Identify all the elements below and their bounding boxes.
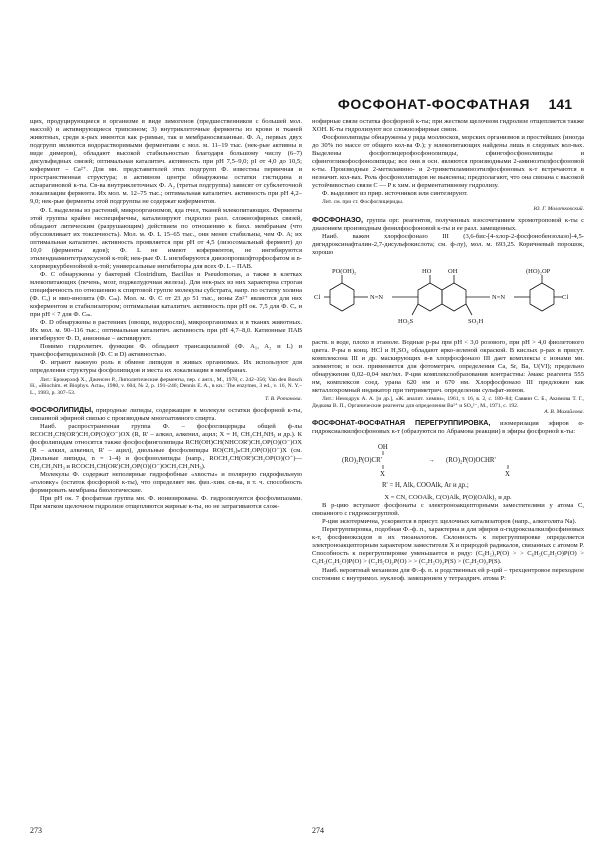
running-header <box>30 96 572 116</box>
structural-formula <box>312 263 584 335</box>
entry-phosphonazo <box>312 216 584 233</box>
entry-lead: изомеризация эфиров α-гидроксиалкилфосфоновых к-т (образуются по Абрамова реакции) в эфиры фосфорной к-ты: <box>312 420 584 436</box>
chlorine-left-label: Cl <box>314 293 321 301</box>
reaction-arrow: → <box>428 457 435 465</box>
paragraph: При pH ок. 7 фосфатная группа мн. Ф. ионизирована. Ф. гидролизуются фосфолипазами. При мягком щелочном гидролизе отщепляются жирные к-ты, но не затрагиваются слож- <box>30 495 302 511</box>
entry-headword: ФОСФОЛИПИДЫ, <box>30 404 94 414</box>
entry-headword: ФОСФОНАТ-ФОСФАТНАЯ ПЕРЕГРУППИРОВКА, <box>312 418 491 427</box>
entry-headword: ФОСФОНАЗО, <box>312 214 364 224</box>
paragraph: раств. в воде, плохо в этаноле. Водные р-ры при pH < 3,0 розового, при pH > 4,0 фиолетового цвета. Р-ры в конц. HCl и H₂SO₄ обладают ярко-зеленой окраской. В кислых р-рах в присут. комплексона III и др. маскирующих в-в хлорфосфоназо III дает комплексы с ионами мн. элементов; в осн. применяется для фотометрич. определения Ca, Sr, Ba, U(VI); предельно обнаружения 0,02–0,04 мкг/мл. Р-ция комплексообразования контрастны: λмакс реагента 555 нм, комплексов соед. урана 620 нм и 670 нм. Хлорфосфоназо III предложен как металлохромный индикатор при титриметрич. определении сульфат-ионов. <box>312 338 584 395</box>
hydroxy-label-2: OH <box>448 267 458 275</box>
reference-text: Лит.: Немодрук А. А. [и др.], «Ж. аналит. химии», 1961, т. 16, в. 2, с. 180–84; Саввин С. Б., Акимова Т. Г., Дедкова В. П., Органические реагенты для определения Ba²⁺ и SO₄²⁻, М., 1971, с. 192. <box>312 396 584 409</box>
substituent-x-left: X <box>380 471 385 479</box>
reference-text: Лит.: Брокерхоф Х., Дженсен Р., Липолитические ферменты, пер. с англ., М., 1978, с. 242–356; Van den Bosch H., «Biochim. et Biophys. Acta», 1980, v. 604, № 2, p. 191–246; Dennis E. A., в кн.: The enzymes, 3 ed., v. 16, N. Y.– L., 1983, p. 307–53. <box>30 376 302 396</box>
paragraph: Наиб. распространенная группа Ф. – фосфоглицериды общей ф-лы RCOCH₂CH(OR')CH₂OP(O)(O⁻)OX (R, R' – алкил, алкенил, ацил; X = H, CH₂CH₂NH₃ и др.). К фосфолипидам относятся также фосфосфинголипиды RCH(OH)CH(NHCOR')CH₂OP(O)(O⁻)OX (R – алкил, алкенил, R' – ацил), диольные фосфолипиды RO(CH₂)ₙCH₂OP(O)(O⁻)X (см. Диольные липиды, n = 1–4) и фосфонолипиды (напр., ROCH₂CH(OR')CH₂OP(O)(O⁻)—CH₂CH₂NH₃ и RCOCH₂CH(OR')CH₂OP(O)(O⁻)OCH₂CH₂NH₃). <box>30 422 302 471</box>
left-column <box>30 118 302 818</box>
benzene-ring-left <box>330 283 354 311</box>
substituent-x-right: X <box>505 471 510 479</box>
paragraph: В р-цию вступают фосфонаты с электроноакцепторными заместителями у атома C, связанного с гидроксигруппой. <box>312 502 584 518</box>
azo-bond-right: N=N <box>492 293 506 301</box>
literature-reference <box>312 396 584 416</box>
right-column <box>312 118 584 818</box>
paragraph: Ф. C обнаружены у бактерий Clostridium, Bacillus и Pseudomonas, а также в клетках млекопитающих (печень, мозг, поджелудочная железа). Для нек-рых из них характерна строгая специфичность по отношению к спиртовой группе молекулы субстрата, напр. по остатку холина (Ф. Cₓ) и мио-инозита (Ф. Cₘ). Мол. м. Ф. C от 23 до 51 тыс., ионы Zn²⁺ являются для них коферментом и стабилизатором; оптимальная каталитич. активность при pH ок. 7,5 для Ф. Cₓ и при pH < 7 для Ф. Cₘ. <box>30 270 302 319</box>
product-formula: (RO)₂P(O)OCHR' <box>446 457 496 465</box>
chlorophosphonazo-structure <box>312 263 584 335</box>
paragraph: Наиб. вероятный механизм для Ф.-ф. п. и родственных ей р-ций – трехцентровое переходное состояние с внутримол. нуклеоф. замещением у тетраэдрич. атома P: <box>312 566 584 582</box>
hydroxy-substituent: OH <box>378 444 388 452</box>
folio-right: 274 <box>312 826 324 835</box>
reactant-formula: (RO)₂P(O)CR' <box>342 457 382 465</box>
paragraph: Ф. играют важную роль в обмене липидов в живых организмах. Их используют для определения структуры фосфолипидов и места их локализации в мембранах. <box>30 359 302 375</box>
literature-reference <box>30 377 302 403</box>
entry-lead: группа орг. реагентов, полученных взосочетанием хромотроповой к-ты с диазонием производным фенилфосфоновой к-ты и ее разл. замещенных. <box>312 216 584 232</box>
chlorine-right-label: Cl <box>562 293 569 301</box>
phosphono-group-right: (HO)₂OP <box>526 267 551 275</box>
literature-reference <box>312 199 584 212</box>
paragraph: Ф. D обнаружены в растениях (овощи, водоросли), микроорганизмах и в тканях животных. Их мол. м. 90–116 тыс.; оптимальная каталитич. активность при pH 4,7–8,0. Катионные ПАВ ингибируют Ф. D, анионные – активируют. <box>30 319 302 343</box>
substituent-list: X = CN, COOAlk, C(O)Alk, P(O)(OAlk)₂ и др. <box>384 494 512 502</box>
substituent-legend: R' = H, Alk, COOAlk, Ar и др.; <box>382 482 469 490</box>
reference-text: Лит. см. при ст. Фосфоглицериды. <box>322 199 404 206</box>
page-number: 141 <box>548 96 572 112</box>
rearrangement-scheme <box>312 442 584 490</box>
entry-phosphonate-phosphate-rearrangement <box>312 419 584 436</box>
naphthalene-ring-b <box>442 283 466 311</box>
phosphono-group-left: PO(OH)₂ <box>332 267 357 275</box>
paragraph: Ф. L выделены из растений, микроорганизмов, яда пчел, тканей млекопитающих. Ферменты этой группы крайне неспецифичны, катализируют гидролиз разл. сложноэфирных связей, обладают литическим (разрушающим) действием по отношению к биол. мембранам (что обусловливает их токсичность). Мол. м. Ф. L 15–65 тыс., они менее стабильны, чем Ф. A; их оптимальная каталитич. активность проявляется при pH от 4,5 (лизосомальный фермент) до 10,0 (ферменты ядов); Ф. L не имеют коферментов, не ингибируются этилендиаминтетрауксусной к-той; нек-рые Ф. L ингибируются диизопропилфторфосфатом и n-хлормеркурбензойной к-той; универсальные ингибиторы для всех Ф. L – ПАВ. <box>30 206 302 270</box>
entry-phospholipids <box>30 406 302 423</box>
paragraph: нофирные связи остатка фосфорной к-ты; при жестком щелочном гидролизе отщепляется также XOH. К-ты гидролизуют все сложноэфирные связи. <box>312 118 584 134</box>
paragraph: Помимо гидролитич. функции Ф. обладают трансацилазной (Ф. A₁, A₂ и L) и трансфосфатидилазной (Ф. C и D) активностью. <box>30 343 302 359</box>
paragraph: Молекулы Ф. содержат неполярные гидрофобные «хвосты» и полярную гидрофильную «головку» (остаток фосфорной к-ты), что определяет мн. физ.-хим. св-ва, в т. ч. способность формировать мембраны биологические. <box>30 471 302 495</box>
sulfo-group-right: SO₃H <box>468 317 484 325</box>
azo-bond-left: N=N <box>370 293 384 301</box>
author-signature: Т. В. Ротанова. <box>265 396 302 403</box>
folio-left: 273 <box>30 826 42 835</box>
running-head-title: ФОСФОНАТ-ФОСФАТНАЯ <box>337 96 530 112</box>
paragraph: щих, продуцирующиеся в организме в виде зимогенов (предшественников с большей мол. массой) и активирующиеся трипсином; 3) внутриклеточные ферменты из крови и тканей животных, среди к-рых имеются как р-римые, так и мембраносвязанные. Ф. A₂ первых двух подгрупп являются водорастворимыми ферментами с мол. м. 11–19 тыс. (нек-рые активны в виде димеров), обладают высокой стабильностью благодаря большому числу (6–7) дисульфидных связей; оптимальная каталитич. активность при pH 7,5–9,0; pI от 4,0 до 10,5; кофермент – Ca²⁺. Для мн. представителей этих подгрупп Ф. известны первичная и пространственная структура; в активном центре обнаружены остатки гистидина и аспарагиновой к-ты. Св-ва внутриклеточных Ф. A₂ (третья подгруппа) зависят от субклеточной локализации фермента. Их мол. м. 12–75 тыс.; оптимальная каталитич. активность при pH 4,2–9,0; нек-рые ферменты этой подгруппы не содержат коферментов. <box>30 118 302 206</box>
benzene-ring-right <box>530 283 554 311</box>
reaction-scheme <box>312 442 584 490</box>
author-signature: Ю. Г. Молотковский. <box>533 206 584 213</box>
entry-lead: природные липиды, содержащие в молекуле остатки фосфорной к-ты, связанной эфирной связью с производным многоатомного спирта. <box>30 406 302 422</box>
hydroxy-label-1: HO <box>422 267 432 275</box>
author-signature: А. В. Михайлова. <box>544 409 584 416</box>
sulfo-group-left: HO₃S <box>398 317 414 325</box>
paragraph: Фосфонолипиды обнаружены у ряда моллюсков, морских организмов и простейших (иногда до 30% по массе от общего кол-ва Ф.); у млекопитающих найдены лишь в следовых кол-вах. Выделены фосфоглицерофосфонолипиды, сфингофосфонолипиды и сфингогликофосфонолипиды; все они в осн. являются производными 2-аминоэтилфосфоновой к-ты. Производные 2-метиламино- и 2-триметиламиноэтилфосфоновых к-т встречаются в незначит. кол-вах. Роль фосфонолипидов не выяснена; предполагают, что она связана с высокой устойчивостью связи C — P к хим. и ферментативному гидролизу. <box>312 134 584 190</box>
paragraph: Перегруппировка, подобная Ф.-ф. п., характерна и для эфиров α-гидроксиалкилфосфиновых к-т, фосфиноксидов и их тиоаналогов. Склонность к перегруппировке определяется электроноакцепторным характером заместителя X и природой радикалов, связанных с атомом P. Способность к перегруппировке уменьшается в ряду: (C₆H₅)₂P(O) > > C₆H₅(C₂H₅O)P(O) > C₆H₅(C₂H₅O)P(O) > (C₂H₅O)₂P(O) > > (C₂H₅O)₂P(S) > (C₂H₅O)₂P(S). <box>312 526 584 566</box>
paragraph: Р-ция экзотермична, ускоряется в присут. щелочных катализаторов (напр., алкоголята Na). <box>322 518 577 526</box>
paragraph: Наиб. важен хлорфосфоназо III (3,6-бис-[4-хлор-2-фосфонобензолазо]-4,5-дигидроксинафталин-2,7-дисульфокислота; см. ф-лу), мол. м. 693,25. Коричневый порошок, хорошо <box>312 232 584 256</box>
naphthalene-ring-a <box>418 283 442 311</box>
paragraph: Ф. выделяют из прир. источников или синтезируют. <box>322 190 468 198</box>
